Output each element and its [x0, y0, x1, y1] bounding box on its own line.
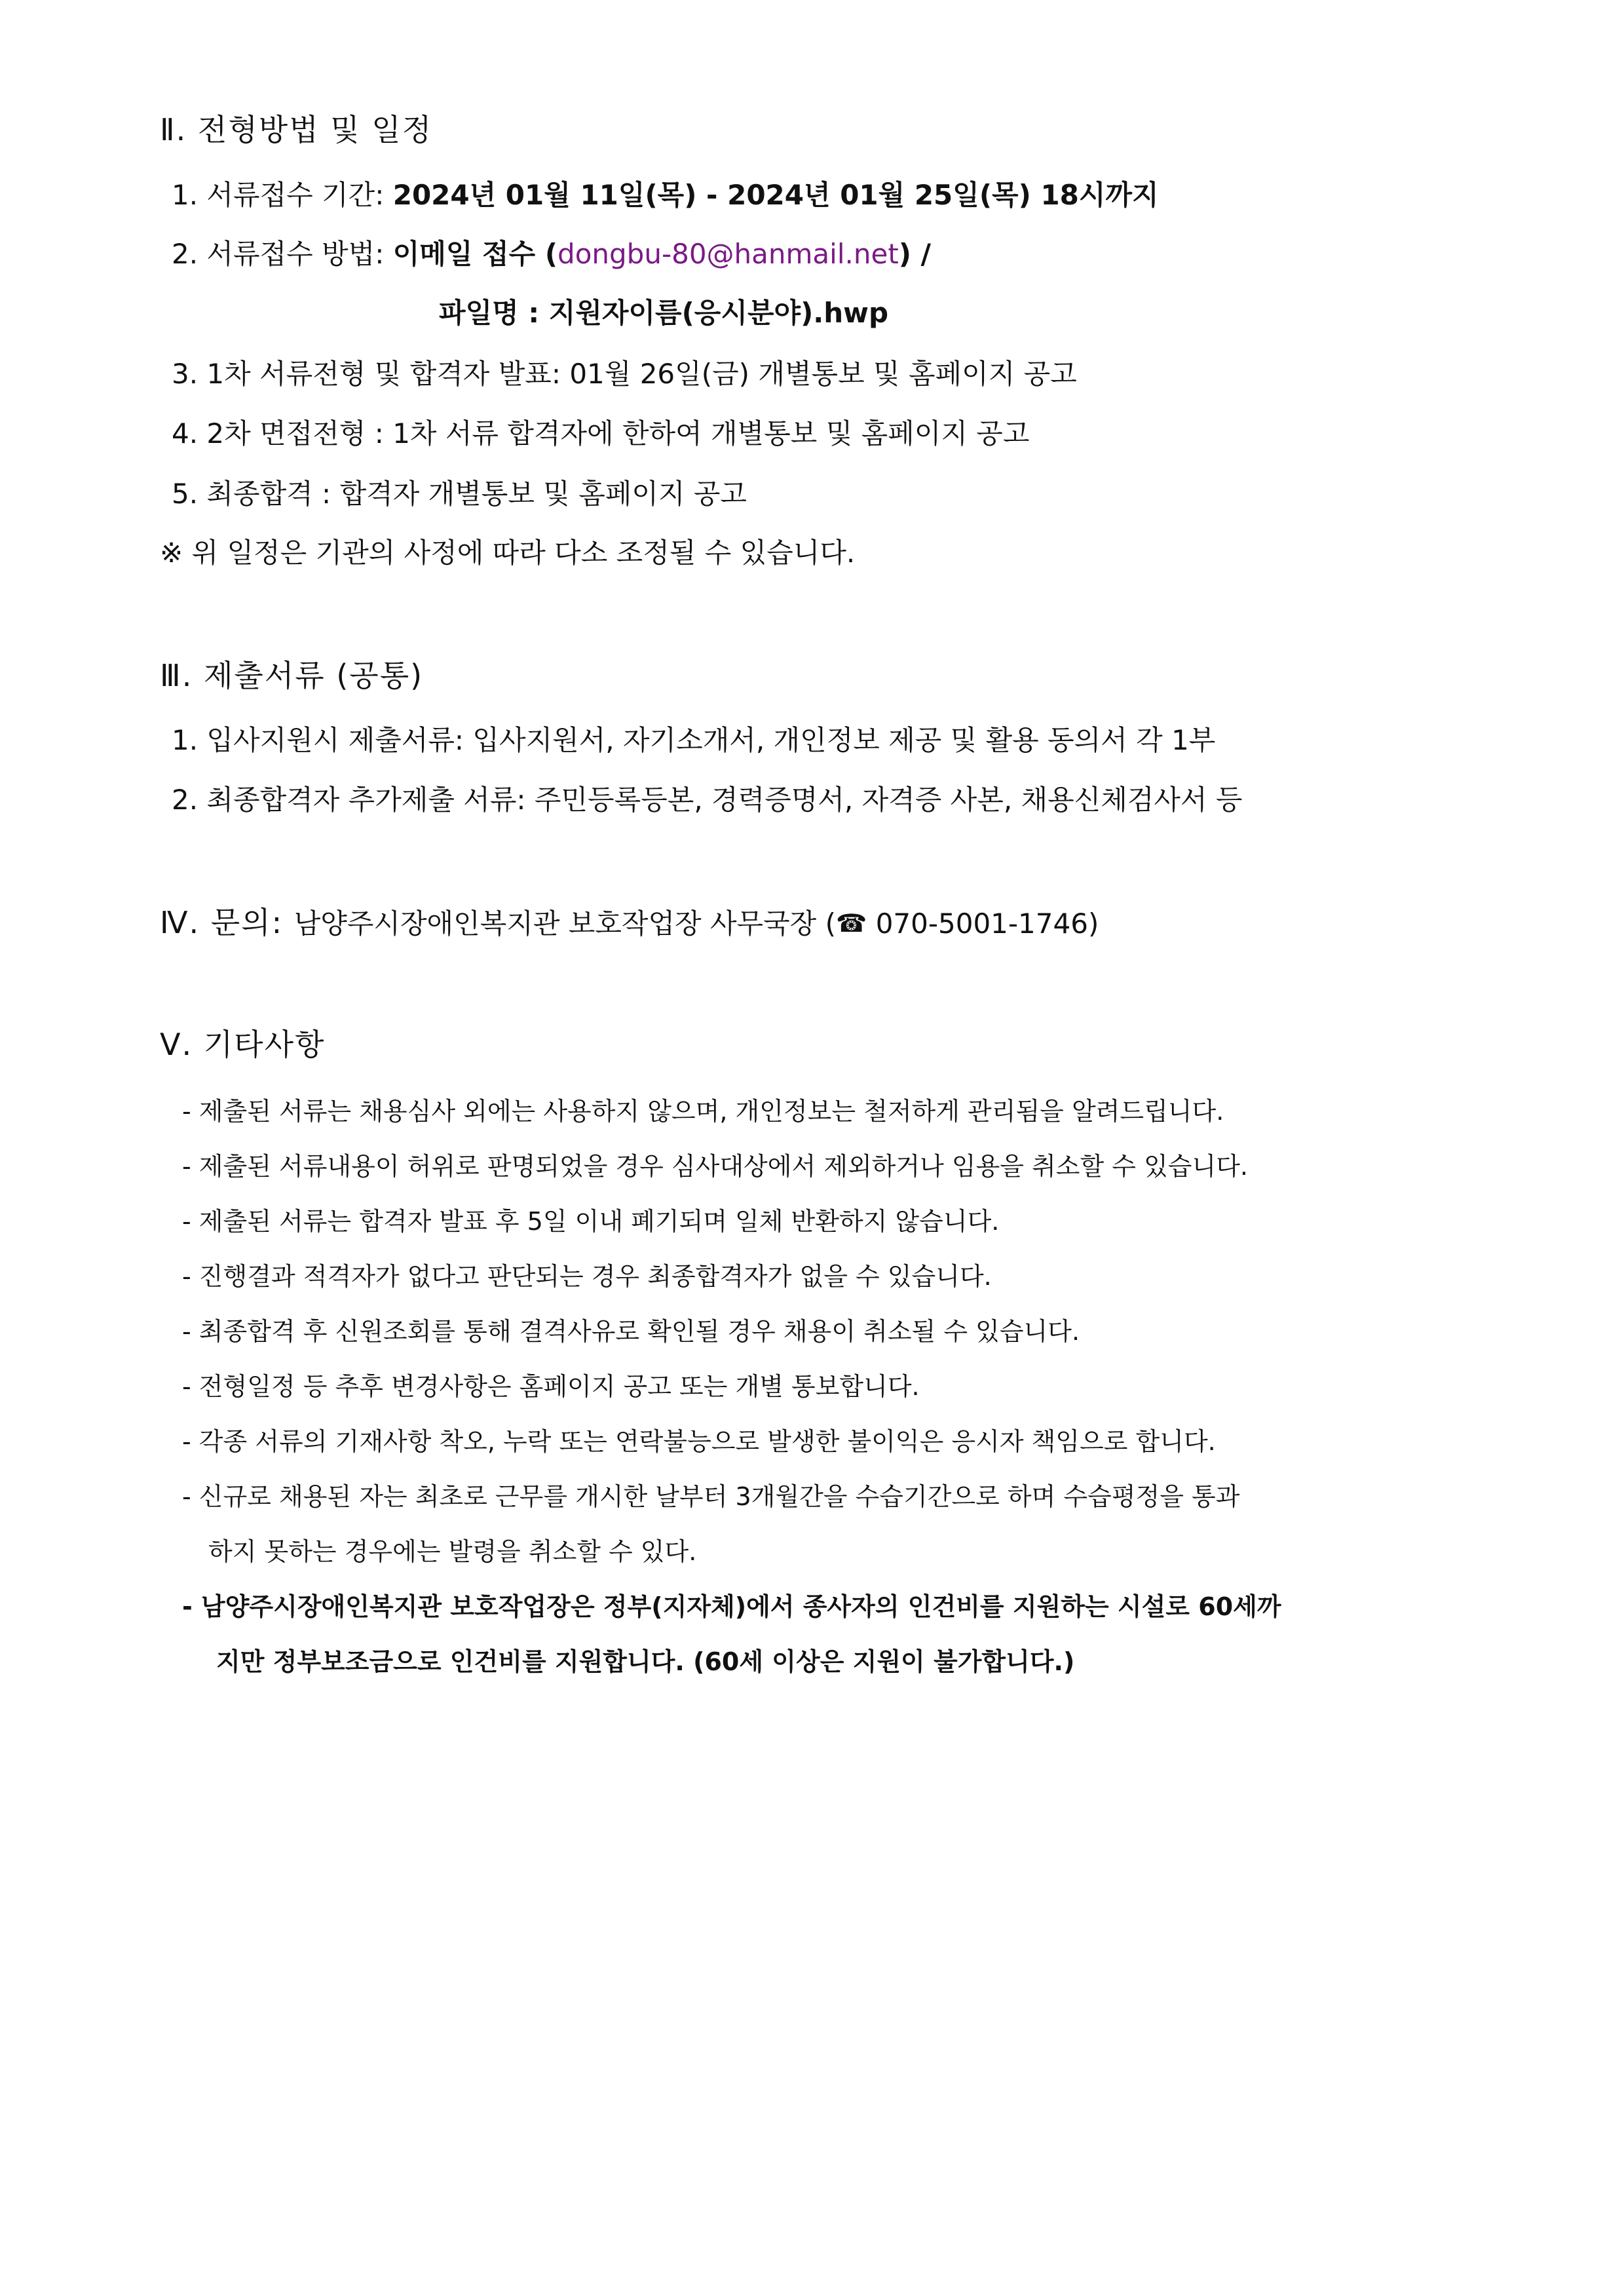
- schedule-item-1: [172, 178, 1159, 212]
- schedule-item-4: 4. 2차 면접전형 : 1차 서류 합격자에 한하여 개별통보 및 홈페이지 공고: [172, 417, 1030, 450]
- schedule-item-1-dates: 2024년 01월 11일(목) - 2024년 01월 25일(목) 18시까지: [392, 179, 1159, 211]
- schedule-item-2-method: 이메일 접수 (: [392, 238, 558, 270]
- email-link[interactable]: dongbu-80@hanmail.net: [557, 238, 899, 270]
- contact-text: 남양주시장애인복지관 보호작업장 사무국장 (: [293, 908, 836, 940]
- schedule-item-1-label: 1. 서류접수 기간:: [172, 179, 393, 211]
- notice-item-3: - 제출된 서류는 합격자 발표 후 5일 이내 폐기되며 일체 반환하지 않습니다.: [182, 1207, 1000, 1236]
- notice-item-7: - 각종 서류의 기재사항 착오, 누락 또는 연락불능으로 발생한 불이익은 응시자 책임으로 합니다.: [182, 1427, 1216, 1456]
- notice-item-2: - 제출된 서류내용이 허위로 판명되었을 경우 심사대상에서 제외하거나 임용을 취소할 수 있습니다.: [182, 1152, 1248, 1181]
- documents-item-2: 2. 최종합격자 추가제출 서류: 주민등록등본, 경력증명서, 자격증 사본, 채용신체검사서 등: [172, 784, 1243, 816]
- section-2-heading: Ⅱ. 전형방법 및 일정: [160, 112, 433, 147]
- notice-item-4: - 진행결과 적격자가 없다고 판단되는 경우 최종합격자가 없을 수 있습니다.: [182, 1262, 992, 1291]
- schedule-item-2-label: 2. 서류접수 방법:: [172, 238, 393, 270]
- notice-item-6: - 전형일정 등 추후 변경사항은 홈페이지 공고 또는 개별 통보합니다.: [182, 1372, 920, 1401]
- contact-line: [160, 906, 1099, 941]
- schedule-item-3: 3. 1차 서류전형 및 합격자 발표: 01월 26일(금) 개별통보 및 홈페이지 공고: [172, 358, 1077, 390]
- notice-item-8-continued: 하지 못하는 경우에는 발령을 취소할 수 있다.: [208, 1537, 697, 1566]
- contact-phone: 070-5001-1746): [867, 908, 1099, 940]
- schedule-item-5: 5. 최종합격 : 합격자 개별통보 및 홈페이지 공고: [172, 478, 747, 510]
- notice-item-1: - 제출된 서류는 채용심사 외에는 사용하지 않으며, 개인정보는 철저하게 관리됨을 알려드립니다.: [182, 1097, 1224, 1126]
- phone-icon: ☎: [836, 909, 867, 938]
- schedule-note: ※ 위 일정은 기관의 사정에 따라 다소 조정될 수 있습니다.: [160, 537, 856, 569]
- section-5-heading: Ⅴ. 기타사항: [160, 1027, 326, 1062]
- schedule-item-2-suffix: ) /: [898, 238, 931, 270]
- notice-item-8: - 신규로 채용된 자는 최초로 근무를 개시한 날부터 3개월간을 수습기간으로 하며 수습평정을 통과: [182, 1482, 1240, 1511]
- section-4-heading: Ⅳ. 문의:: [160, 905, 294, 940]
- notice-item-9: - 남양주시장애인복지관 보호작업장은 정부(지자체)에서 종사자의 인건비를 지원하는 시설로 60세까: [182, 1592, 1281, 1621]
- notice-item-9-continued: 지만 정부보조금으로 인건비를 지원합니다. (60세 이상은 지원이 불가합니다.): [216, 1647, 1075, 1676]
- notice-item-5: - 최종합격 후 신원조회를 통해 결격사유로 확인될 경우 채용이 취소될 수 있습니다.: [182, 1317, 1080, 1346]
- documents-item-1: 1. 입사지원시 제출서류: 입사지원서, 자기소개서, 개인정보 제공 및 활용 동의서 각 1부: [172, 724, 1216, 756]
- filename-instruction: 파일명 : 지원자이름(응시분야).hwp: [439, 297, 889, 329]
- section-3-heading: Ⅲ. 제출서류 (공통): [160, 658, 424, 693]
- schedule-item-2: [172, 237, 931, 271]
